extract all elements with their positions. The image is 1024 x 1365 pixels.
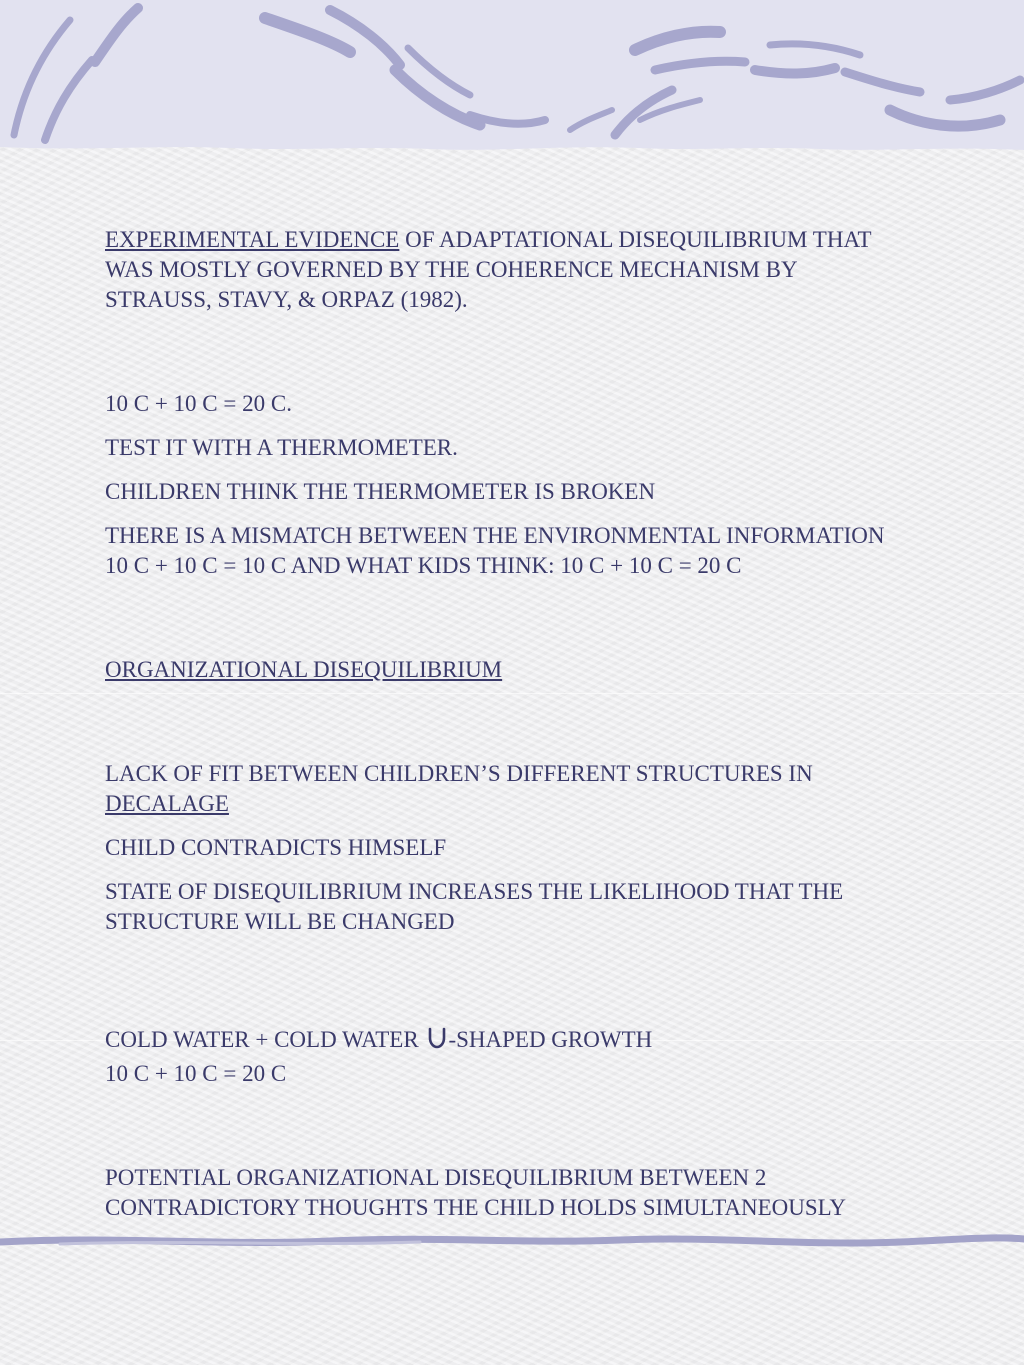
cold-water-line: [105, 1025, 905, 1055]
lack-of-fit-paragraph: [105, 759, 905, 819]
broken-line: CHILDREN THINK THE THERMOMETER IS BROKEN: [105, 479, 656, 504]
state-line: STATE OF DISEQUILIBRIUM INCREASES THE LIKELIHOOD THAT THE STRUCTURE WILL BE CHANGED: [105, 879, 844, 934]
heading-paragraph: [105, 225, 905, 315]
equation-line: 10 C + 10 C = 20 C.: [105, 391, 292, 416]
mismatch-line: THERE IS A MISMATCH BETWEEN THE ENVIRONMENTAL INFORMATION 10 C + 10 C = 10 C AND WHAT KIDS THINK: 10 C + 10 C = 20 C: [105, 523, 885, 578]
decalage-term: DECALAGE: [105, 791, 229, 816]
cold-water-suffix: -SHAPED GROWTH: [448, 1027, 653, 1052]
test-line: TEST IT WITH A THERMOMETER.: [105, 435, 458, 460]
u-shape-icon: [427, 1027, 447, 1049]
section-title: ORGANIZATIONAL DISEQUILIBRIUM: [105, 657, 503, 682]
contradicts-line: CHILD CONTRADICTS HIMSELF: [105, 835, 447, 860]
potential-line: POTENTIAL ORGANIZATIONAL DISEQUILIBRIUM BETWEEN 2 CONTRADICTORY THOUGHTS THE CHILD HOLDS SIMULTANEOUSLY: [105, 1165, 847, 1220]
heading-underlined: EXPERIMENTAL EVIDENCE: [105, 227, 400, 252]
cold-water-prefix: COLD WATER + COLD WATER: [105, 1027, 425, 1052]
decorative-footer-wave: [0, 1222, 1024, 1262]
heading-text: OF ADAPTATIONAL DISEQUILIBRIUM THAT WAS MOSTLY GOVERNED BY THE COHERENCE MECHANISM BY STRAUSS, STAVY, & ORPAZ (1982).: [105, 227, 872, 312]
lack-of-fit-text: LACK OF FIT BETWEEN CHILDREN’S DIFFERENT STRUCTURES IN: [105, 761, 813, 786]
decorative-header-banner: [0, 0, 1024, 160]
cold-equation-line: 10 C + 10 C = 20 C: [105, 1061, 287, 1086]
slide-content: [105, 225, 905, 1223]
